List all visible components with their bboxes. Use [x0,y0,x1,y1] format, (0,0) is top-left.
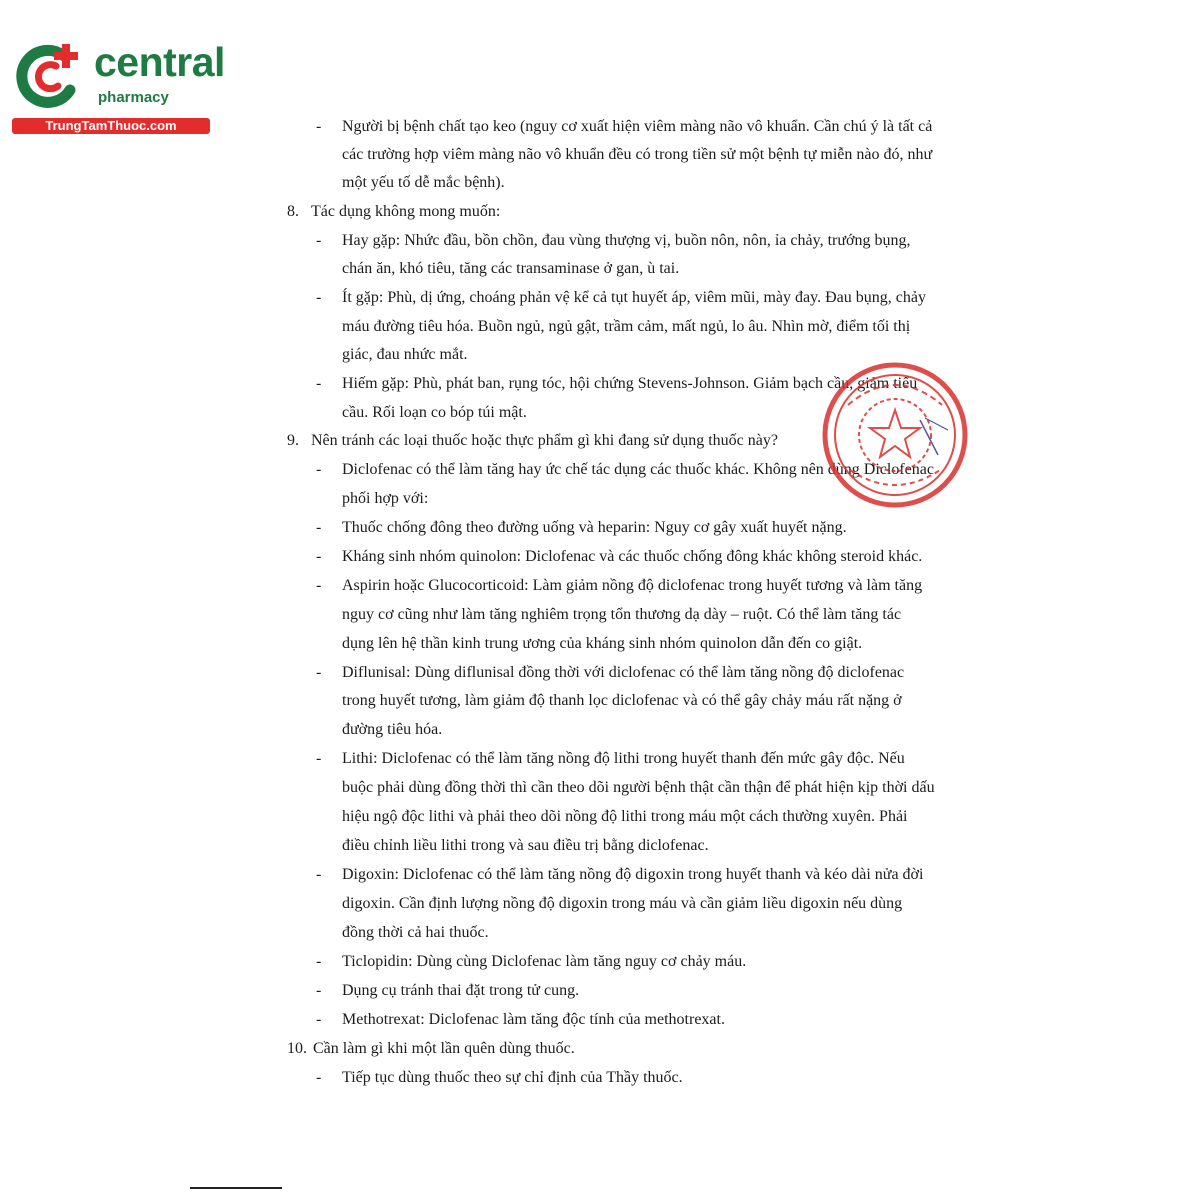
paragraph-line: đường tiêu hóa. [342,721,443,738]
section-number: 9. [287,432,299,449]
paragraph-line: Ít gặp: Phù, dị ứng, choáng phản vệ kể cả tụt huyết áp, viêm mũi, mày đay. Đau bụng, chảy [342,289,926,306]
paragraph-line: Thuốc chống đông theo đường uống và heparin: Nguy cơ gây xuất huyết nặng. [342,519,847,536]
paragraph-line: chán ăn, khó tiêu, tăng các transaminase ở gan, ù tai. [342,260,680,277]
bullet-dash: - [316,289,322,306]
bullet-dash: - [316,1069,322,1086]
paragraph-line: Tiếp tục dùng thuốc theo sự chỉ định của Thầy thuốc. [342,1069,683,1086]
paragraph-line: điều chỉnh liều lithi trong và sau điều trị bằng diclofenac. [342,837,709,854]
paragraph-line: Lithi: Diclofenac có thể làm tăng nồng độ lithi trong huyết thanh đến mức gây độc. Nếu [342,750,905,767]
paragraph-line: các trường hợp viêm màng não vô khuẩn đều có trong tiền sử một bệnh tự miễn nào đó, như [342,146,933,163]
paragraph-line: Người bị bệnh chất tạo keo (nguy cơ xuất hiện viêm màng não vô khuẩn. Cần chú ý là tất cả [342,118,933,135]
bullet-dash: - [316,664,322,681]
paragraph-line: một yếu tố dễ mắc bệnh). [342,174,505,191]
bullet-dash: - [316,866,322,883]
brand-website: TrungTamThuoc.com [12,118,210,134]
paragraph-line: Diclofenac có thể làm tăng hay ức chế tác dụng các thuốc khác. Không nên dùng Diclofenac [342,461,934,478]
bullet-dash: - [316,232,322,249]
bullet-dash: - [316,548,322,565]
paragraph-line: Methotrexat: Diclofenac làm tăng độc tính của methotrexat. [342,1011,725,1028]
paragraph-line: hiệu ngộ độc lithi và phải theo dõi nồng độ lithi trong máu một cách thường xuyên. Phải [342,808,908,825]
bullet-dash: - [316,461,322,478]
bullet-dash: - [316,118,322,135]
paragraph-line: Ticlopidin: Dùng cùng Diclofenac làm tăng nguy cơ chảy máu. [342,953,747,970]
bullet-dash: - [316,750,322,767]
paragraph-line: Hay gặp: Nhức đầu, bồn chồn, đau vùng thượng vị, buồn nôn, nôn, ỉa chảy, trướng bụng, [342,232,911,249]
paragraph-line: trong huyết tương, làm giảm độ thanh lọc diclofenac và có thể gây chảy máu rất nặng ở [342,692,902,709]
paragraph-line: Digoxin: Diclofenac có thể làm tăng nồng độ digoxin trong huyết thanh và kéo dài nửa đời [342,866,924,883]
section-heading: Nên tránh các loại thuốc hoặc thực phẩm gì khi đang sử dụng thuốc này? [311,432,778,449]
section-heading: Tác dụng không mong muốn: [311,203,501,220]
bullet-dash: - [316,375,322,392]
paragraph-line: nguy cơ cũng như làm tăng nghiêm trọng tổn thương dạ dày – ruột. Có thể làm tăng tác [342,606,902,623]
paragraph-line: Dụng cụ tránh thai đặt trong tử cung. [342,982,580,999]
paragraph-line: buộc phải dùng đồng thời thì cần theo dõi người bệnh thật cần thận để phát hiện kịp thời dấu [342,779,935,796]
paragraph-line: Diflunisal: Dùng diflunisal đồng thời với diclofenac có thể làm tăng nồng độ diclofenac [342,664,905,681]
paragraph-line: dụng lên hệ thần kinh trung ương của kháng sinh nhóm quinolon dẫn đến co giật. [342,635,863,652]
paragraph-line: giác, đau nhức mắt. [342,346,468,363]
section-heading: Cần làm gì khi một lần quên dùng thuốc. [313,1040,575,1057]
footer-rule [190,1187,282,1189]
brand-name: central [94,39,225,85]
paragraph-line: Kháng sinh nhóm quinolon: Diclofenac và các thuốc chống đông khác không steroid khác. [342,548,923,565]
paragraph-line: đồng thời cả hai thuốc. [342,924,489,941]
bullet-dash: - [316,953,322,970]
brand-tagline: pharmacy [98,89,169,106]
bullet-dash: - [316,519,322,536]
bullet-dash: - [316,982,322,999]
paragraph-line: máu đường tiêu hóa. Buồn ngủ, ngủ gật, trầm cảm, mất ngủ, lo âu. Nhìn mờ, điểm tối thị [342,318,911,335]
paragraph-line: cầu. Rối loạn co bóp túi mật. [342,404,527,421]
bullet-dash: - [316,1011,322,1028]
section-number: 10. [287,1040,307,1057]
section-number: 8. [287,203,299,220]
official-seal-stamp-icon [820,360,970,510]
paragraph-line: phối hợp với: [342,490,429,507]
bullet-dash: - [316,577,322,594]
paragraph-line: Hiếm gặp: Phù, phát ban, rụng tóc, hội chứng Stevens-Johnson. Giảm bạch cầu, giảm tiểu [342,375,918,392]
paragraph-line: digoxin. Cần định lượng nồng độ digoxin trong máu và cần giảm liều digoxin nếu dùng [342,895,903,912]
paragraph-line: Aspirin hoặc Glucocorticoid: Làm giảm nồng độ diclofenac trong huyết tương và làm tăng [342,577,923,594]
